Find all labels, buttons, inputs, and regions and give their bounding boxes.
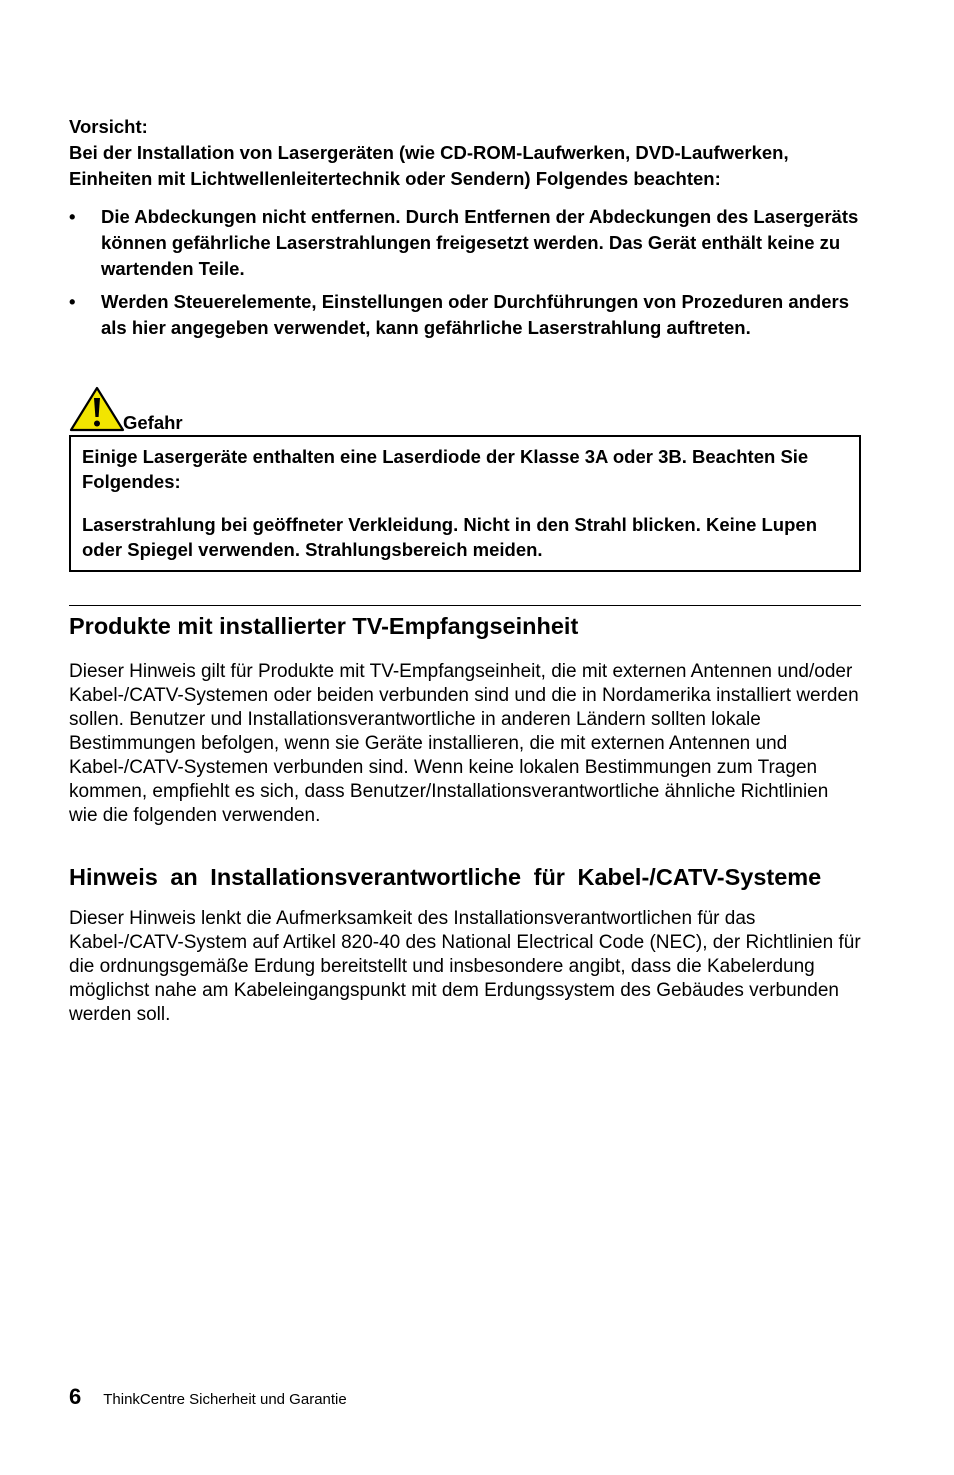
danger-paragraph: Einige Lasergeräte enthalten eine Laserdiode der Klasse 3A oder 3B. Beachten Sie Folgendes: [82,446,809,492]
caution-item-text: Werden Steuerelemente, Einstellungen oder Durchführungen von Prozeduren anders als hier angegeben verwendet, kann gefährliche Laserstrahlung auftreten. [101,291,850,338]
danger-label: Gefahr [123,412,183,433]
bullet: • [69,206,76,227]
danger-header [69,379,861,433]
caution-list-item [69,204,861,282]
page-content [69,114,861,1027]
caution-list [69,204,861,341]
section-heading-tv: Produkte mit installierter TV-Empfangseinheit [69,613,579,639]
bullet: • [69,291,76,312]
caution-list-item [69,289,861,341]
danger-paragraph: Laserstrahlung bei geöffneter Verkleidung. Nicht in den Strahl blicken. Keine Lupen oder Spiegel verwenden. Strahlungsbereich meiden. [82,514,817,560]
page-footer [69,1384,347,1410]
caution-title: Vorsicht: [69,116,148,137]
danger-box [69,435,861,572]
section-heading-catv: Hinweis an Installationsverantwortliche für Kabel-/CATV-Systeme [69,864,822,890]
section-body-catv: Dieser Hinweis lenkt die Aufmerksamkeit des Installationsverantwortlichen für das Kabel-/CATV-System auf Artikel 820-40 des National Electrical Code (NEC), der Richtlinien für die ordnungsgemäße Erdung bereitstellt und insbesondere angibt, dass die Kabelerdung möglichst nahe am Kabeleingangspunkt mit dem Erdungssystem des Gebäudes verbunden werden soll. [69,908,861,1025]
footer-title: ThinkCentre Sicherheit und Garantie [103,1391,347,1408]
caution-item-text: Die Abdeckungen nicht entfernen. Durch Entfernen der Abdeckungen des Lasergeräts können gefährliche Laserstrahlungen freigesetzt werden. Das Gerät enthält keine zu wartenden Teile. [101,206,859,279]
caution-text: Bei der Installation von Lasergeräten (wie CD-ROM-Laufwerken, DVD-Laufwerken, Einheiten mit Lichtwellenleitertechnik oder Sendern) Folgendes beachten: [69,142,789,189]
section-body-tv: Dieser Hinweis gilt für Produkte mit TV-Empfangseinheit, die mit externen Antennen und/oder Kabel-/CATV-Systemen oder beiden verbunden sind und die in Nordamerika installiert werden sollen. Benutzer und Installationsverantwortliche in anderen Ländern sollten lokale Bestimmungen befolgen, wenn sie Geräte installieren, die mit externen Antennen und Kabel-/CATV-Systemen verbunden sind. Wenn keine lokalen Bestimmungen zum Tragen kommen, empfiehlt es sich, dass Benutzer/Installationsverantwortliche ähnliche Richtlinien wie die folgenden verwenden. [69,661,859,826]
warning-triangle-icon [69,385,125,433]
section-divider [69,605,861,606]
caution-block [69,114,861,192]
page-number: 6 [69,1384,82,1409]
